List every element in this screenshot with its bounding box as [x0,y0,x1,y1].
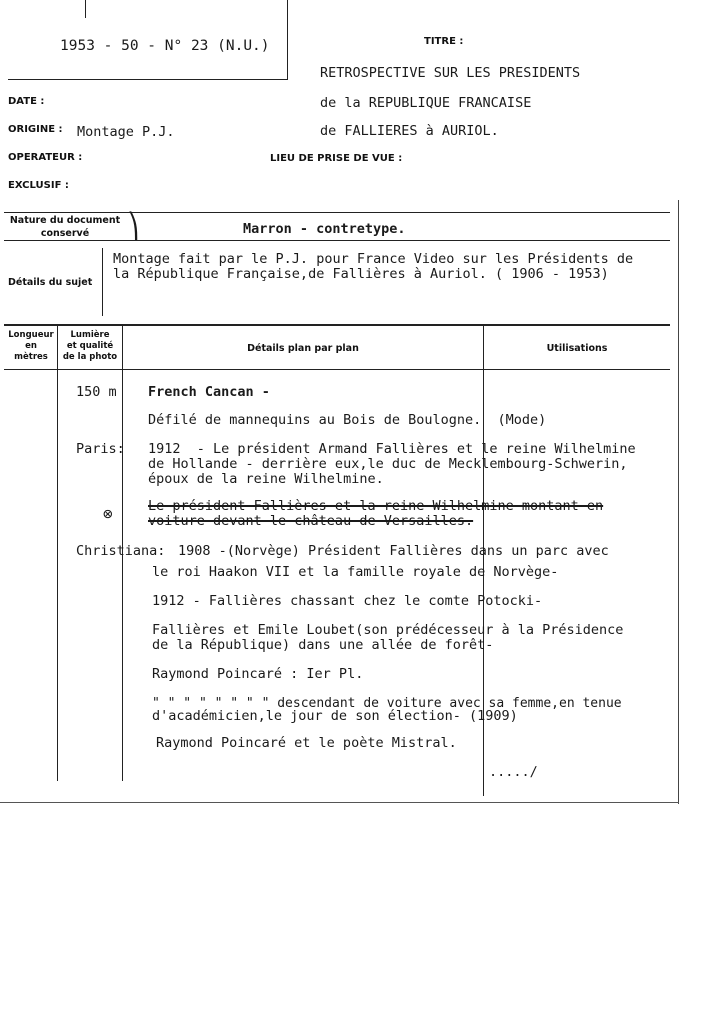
title-line-1: RETROSPECTIVE SUR LES PRESIDENTS [320,65,581,81]
top-left-tick [85,0,86,18]
place-paris: Paris: [76,441,125,457]
title-line-3: de FALLIERES à AURIOL. [320,123,499,139]
plan-line-15: d'académicien,le jour de son élection- (1909) [152,708,518,724]
plan-line-2: Défilé de mannequins au Bois de Boulogne. (Mode) [148,412,547,428]
nature-value: Marron - contretype. [243,221,406,237]
lieu-label: LIEU DE PRISE DE VUE : [270,153,403,164]
col-longueur-3: mètres [14,352,48,362]
reference-box-right-border [287,0,288,80]
continuation-mark: .....∕ [489,764,538,780]
nature-bracket: ⎞ [126,212,141,240]
right-border [678,200,679,804]
plan-line-12: de la République) dans une allée de forêt- [152,637,494,653]
exclusif-label: EXCLUSIF : [8,180,69,191]
plan-line-1: French Cancan - [148,384,270,400]
sujet-line-2: la République Française,de Fallières à Auriol. ( 1906 - 1953) [113,266,609,282]
origine-value: Montage P.J. [77,124,175,140]
sujet-label: Détails du sujet [8,277,93,288]
plan-line-3: 1912 - Le président Armand Fallières et le reine Wilhelmine [148,441,636,457]
nature-label-line2: conservé [40,228,90,239]
col-sep-3 [483,326,484,796]
operateur-label: OPERATEUR : [8,152,83,163]
table-top-rule [4,324,670,326]
col-sep-1 [57,326,58,781]
plan-line-14: " " " " " " " " descendant de voiture avec sa femme,en tenue [152,696,622,711]
col-longueur-2: en [25,341,37,351]
reference-number: 1953 - 50 - N° 23 (N.U.) [60,38,270,54]
col-details: Détails plan par plan [247,343,359,354]
plan-line-9: le roi Haakon VII et la famille royale de Norvège- [152,564,559,580]
plan-line-5: époux de la reine Wilhelmine. [148,471,384,487]
sujet-top-rule [4,240,670,241]
col-lumiere-3: de la photo [62,352,118,362]
plan-line-8: 1908 -(Norvège) Président Fallières dans un parc avec [178,543,609,559]
header-underline [4,369,670,370]
nature-label-line1: Nature du document [9,215,121,226]
plan-line-16: Raymond Poincaré et le poète Mistral. [156,735,457,751]
titre-label: TITRE : [424,36,464,47]
plan-line-6-struck: Le président Fallières et la reine Wilhelmine montant en [148,498,604,514]
plan-line-13: Raymond Poincaré : Ier Pl. [152,666,364,682]
plan-line-4: de Hollande - derrière eux,le duc de Mecklembourg-Schwerin, [148,456,628,472]
date-label: DATE : [8,96,45,107]
reference-box-bottom-border [8,79,288,80]
plan-line-10: 1912 - Fallières chassant chez le comte Potocki- [152,593,543,609]
col-utilisations: Utilisations [546,343,608,354]
sujet-line-1: Montage fait par le P.J. pour France Video sur les Présidents de [113,251,634,267]
bottom-rule [0,802,679,803]
plan-line-11: Fallières et Emile Loubet(son prédécesseur à la Présidence [152,622,624,638]
origine-label: ORIGINE : [8,124,63,135]
plan-line-7-struck: voiture devant le château de Versailles. [148,513,474,529]
length-value: 150 m [76,384,117,400]
sujet-bracket-line [102,248,103,316]
col-lumiere-2: et qualité [66,341,114,351]
title-line-2: de la REPUBLIQUE FRANCAISE [320,95,532,111]
circle-mark: ⊗ [103,504,113,523]
col-lumiere-1: Lumière [70,330,110,340]
col-longueur-1: Longueur [8,330,54,340]
nature-top-rule [4,212,670,213]
place-christiana: Christiana: [76,543,166,559]
